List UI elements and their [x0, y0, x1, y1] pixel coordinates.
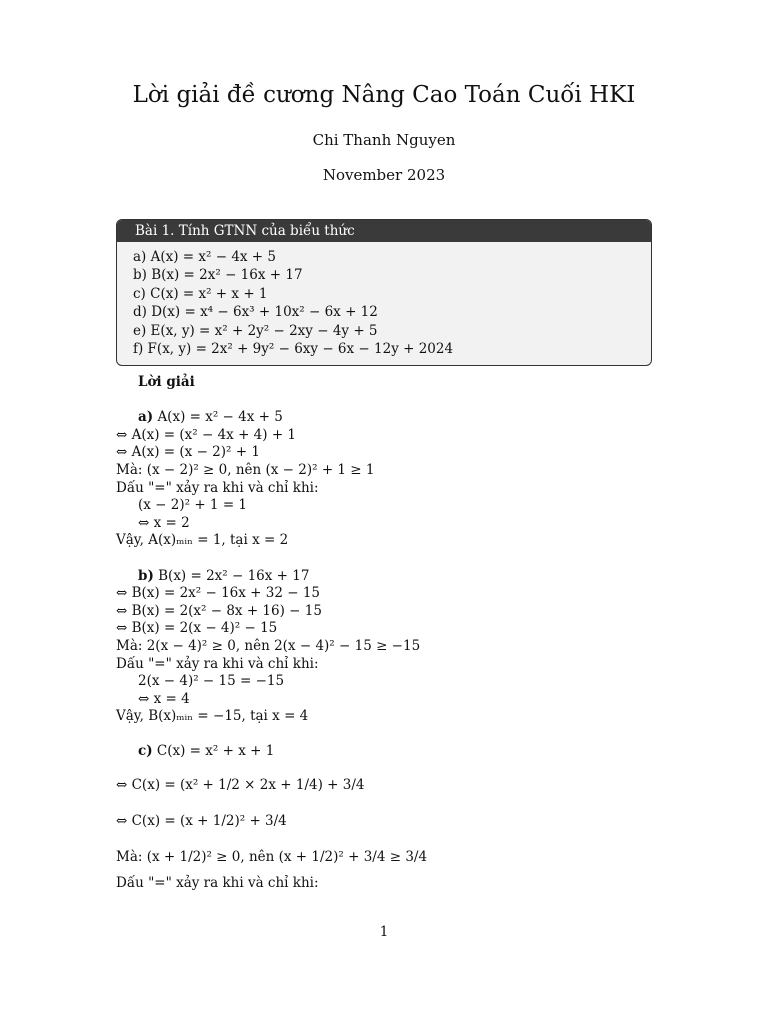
- part-b-step: Dấu "=" xảy ra khi và chỉ khi:: [116, 655, 319, 672]
- part-c-step: Dấu "=" xảy ra khi và chỉ khi:: [116, 875, 319, 892]
- part-a-step: Mà: (x − 2)² ≥ 0, nên (x − 2)² + 1 ≥ 1: [116, 461, 375, 478]
- part-c-step: ⇔ C(x) = (x² + 1/2 × 2x + 1/4) + 3/4: [116, 777, 365, 794]
- part-b-condition: 2(x − 4)² − 15 = −15: [138, 673, 285, 690]
- page-number: 1: [379, 924, 389, 940]
- part-b-condition: ⇔ x = 4: [138, 690, 190, 707]
- document-date: November 2023: [322, 166, 446, 184]
- part-c-statement: c) C(x) = x² + x + 1: [138, 743, 275, 760]
- problem-item-d: d) D(x) = x⁴ − 6x³ + 10x² − 6x + 12: [133, 304, 378, 321]
- document-author: Chi Thanh Nguyen: [312, 131, 456, 149]
- document-title: Lời giải đề cương Nâng Cao Toán Cuối HKI: [132, 82, 636, 108]
- problem-heading: Bài 1. Tính GTNN của biểu thức: [117, 220, 651, 242]
- problem-item-e: e) E(x, y) = x² + 2y² − 2xy − 4y + 5: [133, 322, 378, 339]
- part-c-step: ⇔ C(x) = (x + 1/2)² + 3/4: [116, 813, 287, 830]
- part-a-statement: a) A(x) = x² − 4x + 5: [138, 409, 283, 426]
- part-a-step: Dấu "=" xảy ra khi và chỉ khi:: [116, 479, 319, 496]
- part-a-condition: ⇔ x = 2: [138, 514, 190, 531]
- problem-item-c: c) C(x) = x² + x + 1: [133, 285, 268, 302]
- solution-heading: Lời giải: [138, 374, 195, 390]
- part-c-step: Mà: (x + 1/2)² ≥ 0, nên (x + 1/2)² + 3/4 ≥ 3/4: [116, 849, 428, 866]
- problem-item-f: f) F(x, y) = 2x² + 9y² − 6xy − 6x − 12y + 2024: [133, 341, 454, 358]
- part-b-conclusion: Vậy, B(x)ₘᵢₙ = −15, tại x = 4: [116, 708, 309, 725]
- solution-section: [116, 374, 676, 893]
- problem-item-b: b) B(x) = 2x² − 16x + 17: [133, 267, 303, 284]
- problem-box: [116, 219, 652, 366]
- part-a-step: ⇔ A(x) = (x − 2)² + 1: [116, 444, 260, 461]
- problem-item-a: a) A(x) = x² − 4x + 5: [133, 249, 277, 265]
- part-b-step: ⇔ B(x) = 2(x² − 8x + 16) − 15: [116, 602, 322, 619]
- part-b-step: ⇔ B(x) = 2x² − 16x + 32 − 15: [116, 585, 321, 602]
- part-b-statement: b) B(x) = 2x² − 16x + 17: [138, 567, 310, 584]
- part-a-step: ⇔ A(x) = (x² − 4x + 4) + 1: [116, 426, 297, 443]
- problem-list: [117, 242, 651, 358]
- part-b-step: ⇔ B(x) = 2(x − 4)² − 15: [116, 620, 278, 637]
- part-b-step: Mà: 2(x − 4)² ≥ 0, nên 2(x − 4)² − 15 ≥ −15: [116, 637, 421, 654]
- part-a-conclusion: Vậy, A(x)ₘᵢₙ = 1, tại x = 2: [116, 532, 289, 549]
- part-a-condition: (x − 2)² + 1 = 1: [138, 497, 248, 514]
